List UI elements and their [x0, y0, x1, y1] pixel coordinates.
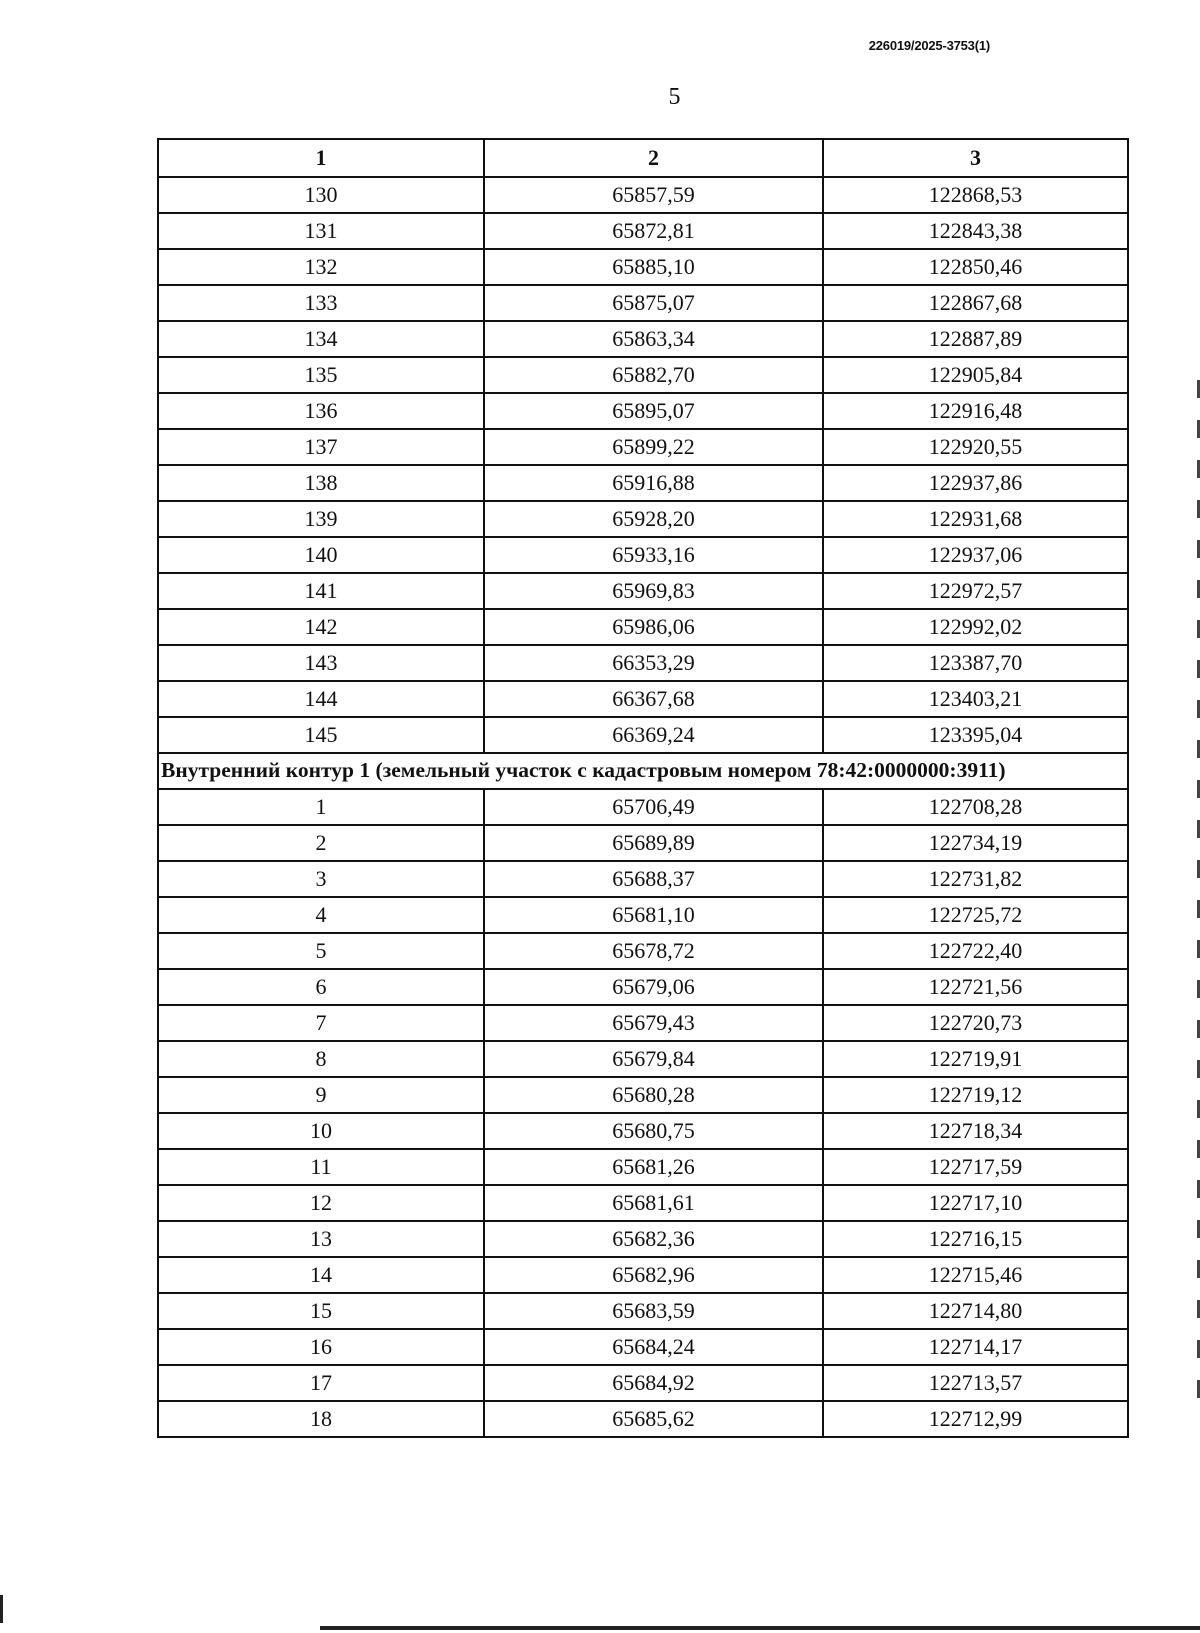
table-row	[158, 1185, 1128, 1221]
column-header: 1	[158, 139, 484, 177]
x-coordinate-cell: 65679,06	[484, 969, 823, 1005]
y-coordinate-cell: 122708,28	[823, 789, 1128, 825]
y-coordinate-cell: 122717,59	[823, 1149, 1128, 1185]
x-coordinate-cell: 65882,70	[484, 357, 823, 393]
point-number-cell: 18	[158, 1401, 484, 1437]
coordinates-table-container	[157, 138, 1127, 1438]
y-coordinate-cell: 122720,73	[823, 1005, 1128, 1041]
point-number-cell: 139	[158, 501, 484, 537]
table-row	[158, 177, 1128, 213]
point-number-cell: 5	[158, 933, 484, 969]
y-coordinate-cell: 122868,53	[823, 177, 1128, 213]
scan-edge-mark	[0, 1595, 3, 1623]
table-row	[158, 681, 1128, 717]
y-coordinate-cell: 123403,21	[823, 681, 1128, 717]
x-coordinate-cell: 65916,88	[484, 465, 823, 501]
y-coordinate-cell: 122715,46	[823, 1257, 1128, 1293]
x-coordinate-cell: 65679,84	[484, 1041, 823, 1077]
x-coordinate-cell: 65680,28	[484, 1077, 823, 1113]
x-coordinate-cell: 65683,59	[484, 1293, 823, 1329]
y-coordinate-cell: 122937,06	[823, 537, 1128, 573]
point-number-cell: 15	[158, 1293, 484, 1329]
point-number-cell: 7	[158, 1005, 484, 1041]
x-coordinate-cell: 65885,10	[484, 249, 823, 285]
x-coordinate-cell: 65863,34	[484, 321, 823, 357]
y-coordinate-cell: 122734,19	[823, 825, 1128, 861]
x-coordinate-cell: 65681,10	[484, 897, 823, 933]
table-row	[158, 501, 1128, 537]
y-coordinate-cell: 122713,57	[823, 1365, 1128, 1401]
y-coordinate-cell: 122712,99	[823, 1401, 1128, 1437]
point-number-cell: 134	[158, 321, 484, 357]
y-coordinate-cell: 122867,68	[823, 285, 1128, 321]
point-number-cell: 9	[158, 1077, 484, 1113]
y-coordinate-cell: 122931,68	[823, 501, 1128, 537]
x-coordinate-cell: 65872,81	[484, 213, 823, 249]
x-coordinate-cell: 66367,68	[484, 681, 823, 717]
table-row	[158, 573, 1128, 609]
y-coordinate-cell: 122905,84	[823, 357, 1128, 393]
point-number-cell: 14	[158, 1257, 484, 1293]
section-title: Внутренний контур 1 (земельный участок с кадастровым номером 78:42:0000000:3911)	[158, 753, 1128, 789]
table-row	[158, 393, 1128, 429]
coordinates-table	[157, 138, 1129, 1438]
point-number-cell: 10	[158, 1113, 484, 1149]
table-row	[158, 1077, 1128, 1113]
table-row	[158, 933, 1128, 969]
point-number-cell: 4	[158, 897, 484, 933]
point-number-cell: 16	[158, 1329, 484, 1365]
x-coordinate-cell: 65899,22	[484, 429, 823, 465]
table-row	[158, 1005, 1128, 1041]
y-coordinate-cell: 122731,82	[823, 861, 1128, 897]
table-body	[158, 177, 1128, 1437]
y-coordinate-cell: 122717,10	[823, 1185, 1128, 1221]
point-number-cell: 140	[158, 537, 484, 573]
point-number-cell: 133	[158, 285, 484, 321]
x-coordinate-cell: 65685,62	[484, 1401, 823, 1437]
x-coordinate-cell: 65680,75	[484, 1113, 823, 1149]
y-coordinate-cell: 122937,86	[823, 465, 1128, 501]
point-number-cell: 131	[158, 213, 484, 249]
table-row	[158, 609, 1128, 645]
y-coordinate-cell: 122721,56	[823, 969, 1128, 1005]
table-row	[158, 465, 1128, 501]
x-coordinate-cell: 65689,89	[484, 825, 823, 861]
scan-bottom-line	[320, 1626, 1200, 1630]
x-coordinate-cell: 65678,72	[484, 933, 823, 969]
x-coordinate-cell: 65857,59	[484, 177, 823, 213]
y-coordinate-cell: 122719,91	[823, 1041, 1128, 1077]
point-number-cell: 137	[158, 429, 484, 465]
point-number-cell: 13	[158, 1221, 484, 1257]
x-coordinate-cell: 65684,92	[484, 1365, 823, 1401]
table-row	[158, 1149, 1128, 1185]
point-number-cell: 136	[158, 393, 484, 429]
table-row	[158, 321, 1128, 357]
x-coordinate-cell: 65706,49	[484, 789, 823, 825]
x-coordinate-cell: 66369,24	[484, 717, 823, 753]
table-row	[158, 1221, 1128, 1257]
column-header: 3	[823, 139, 1128, 177]
y-coordinate-cell: 122714,17	[823, 1329, 1128, 1365]
table-row	[158, 789, 1128, 825]
point-number-cell: 17	[158, 1365, 484, 1401]
table-row	[158, 969, 1128, 1005]
x-coordinate-cell: 65969,83	[484, 573, 823, 609]
point-number-cell: 11	[158, 1149, 484, 1185]
y-coordinate-cell: 122992,02	[823, 609, 1128, 645]
x-coordinate-cell: 65684,24	[484, 1329, 823, 1365]
point-number-cell: 141	[158, 573, 484, 609]
table-row	[158, 1257, 1128, 1293]
x-coordinate-cell: 65688,37	[484, 861, 823, 897]
table-row	[158, 249, 1128, 285]
x-coordinate-cell: 65986,06	[484, 609, 823, 645]
x-coordinate-cell: 65681,61	[484, 1185, 823, 1221]
table-row	[158, 357, 1128, 393]
y-coordinate-cell: 122850,46	[823, 249, 1128, 285]
point-number-cell: 3	[158, 861, 484, 897]
y-coordinate-cell: 122920,55	[823, 429, 1128, 465]
point-number-cell: 12	[158, 1185, 484, 1221]
table-row	[158, 285, 1128, 321]
x-coordinate-cell: 65895,07	[484, 393, 823, 429]
table-row	[158, 1293, 1128, 1329]
x-coordinate-cell: 65679,43	[484, 1005, 823, 1041]
y-coordinate-cell: 122916,48	[823, 393, 1128, 429]
table-row	[158, 1401, 1128, 1437]
table-row	[158, 429, 1128, 465]
point-number-cell: 138	[158, 465, 484, 501]
x-coordinate-cell: 65682,96	[484, 1257, 823, 1293]
header-row	[158, 139, 1128, 177]
table-row	[158, 537, 1128, 573]
y-coordinate-cell: 122719,12	[823, 1077, 1128, 1113]
table-row	[158, 1365, 1128, 1401]
table-row	[158, 897, 1128, 933]
y-coordinate-cell: 123387,70	[823, 645, 1128, 681]
x-coordinate-cell: 65681,26	[484, 1149, 823, 1185]
point-number-cell: 142	[158, 609, 484, 645]
table-header	[158, 139, 1128, 177]
point-number-cell: 2	[158, 825, 484, 861]
point-number-cell: 135	[158, 357, 484, 393]
point-number-cell: 8	[158, 1041, 484, 1077]
table-row	[158, 717, 1128, 753]
y-coordinate-cell: 122716,15	[823, 1221, 1128, 1257]
document-number: 226019/2025-3753(1)	[868, 38, 990, 53]
point-number-cell: 145	[158, 717, 484, 753]
x-coordinate-cell: 65933,16	[484, 537, 823, 573]
point-number-cell: 132	[158, 249, 484, 285]
table-row	[158, 861, 1128, 897]
section-row	[158, 753, 1128, 789]
y-coordinate-cell: 122714,80	[823, 1293, 1128, 1329]
y-coordinate-cell: 122722,40	[823, 933, 1128, 969]
table-row	[158, 1041, 1128, 1077]
y-coordinate-cell: 122887,89	[823, 321, 1128, 357]
table-row	[158, 825, 1128, 861]
table-row	[158, 1113, 1128, 1149]
column-header: 2	[484, 139, 823, 177]
point-number-cell: 6	[158, 969, 484, 1005]
y-coordinate-cell: 122843,38	[823, 213, 1128, 249]
page-number: 5	[668, 84, 681, 110]
point-number-cell: 144	[158, 681, 484, 717]
table-row	[158, 213, 1128, 249]
table-row	[158, 1329, 1128, 1365]
y-coordinate-cell: 122718,34	[823, 1113, 1128, 1149]
y-coordinate-cell: 122972,57	[823, 573, 1128, 609]
point-number-cell: 143	[158, 645, 484, 681]
x-coordinate-cell: 65875,07	[484, 285, 823, 321]
point-number-cell: 1	[158, 789, 484, 825]
y-coordinate-cell: 122725,72	[823, 897, 1128, 933]
x-coordinate-cell: 65928,20	[484, 501, 823, 537]
point-number-cell: 130	[158, 177, 484, 213]
x-coordinate-cell: 66353,29	[484, 645, 823, 681]
y-coordinate-cell: 123395,04	[823, 717, 1128, 753]
table-row	[158, 645, 1128, 681]
x-coordinate-cell: 65682,36	[484, 1221, 823, 1257]
